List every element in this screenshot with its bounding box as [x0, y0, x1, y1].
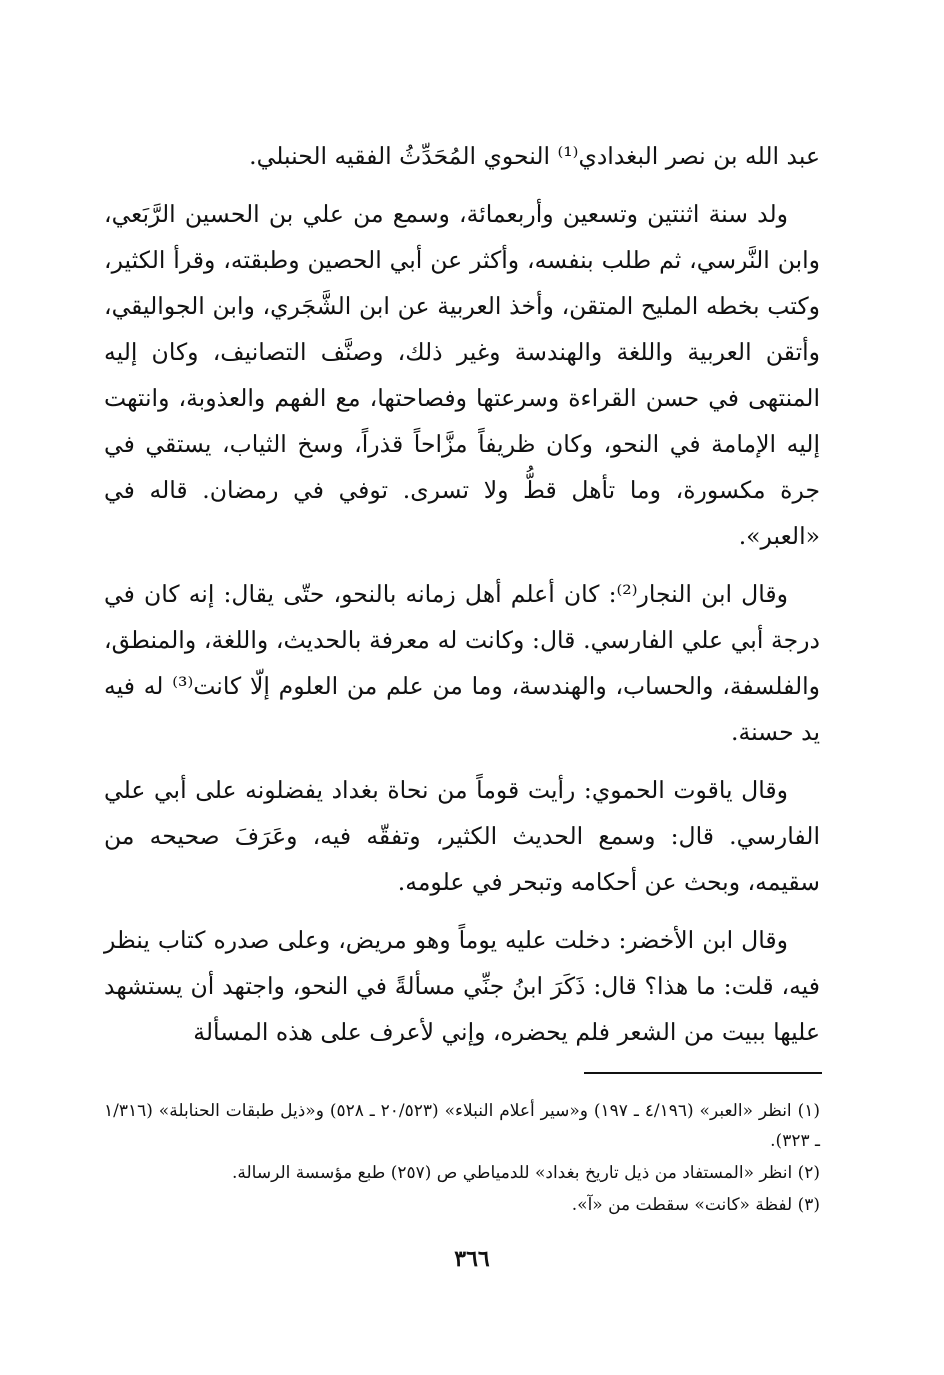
- paragraph-2: ولد سنة اثنتين وتسعين وأربعمائة، وسمع من علي بن الحسين الرَّبَعي، وابن النَّرسي، ثم طلب بنفسه، وأكثر عن أبي الحصين وطبقته، وقرأ الكثير، وكتب بخطه المليح المتقن، وأخذ العربية عن ابن الشَّجَري، وابن الجواليقي، وأتقن العربية واللغة والهندسة وغير ذلك، وصنَّف التصانيف، وكان إليه المنتهى في حسن القراءة وسرعتها وفصاحتها، مع الفهم والعذوبة، وانتهت إليه الإمامة في النحو، وكان ظريفاً مزَّاحاً قذراً، وسخ الثياب، يستقي في جرة مكسورة، وما تأهل قطُّ ولا تسرى. توفي في رمضان. قاله في «العبر».: [104, 200, 820, 550]
- footnote-1: (١) انظر «العبر» (٤/١٩٦ ـ ١٩٧) و«سير أعلام النبلاء» (٢٠/٥٢٣ ـ ٥٢٨) و«ذيل طبقات الحنابلة» (١/٣١٦ ـ ٣٢٣).: [104, 1101, 820, 1151]
- main-text: [104, 133, 820, 1067]
- footnote-2: (٢) انظر «المستفاد من ذيل تاريخ بغداد» للدمياطي ص (٢٥٧) طبع مؤسسة الرسالة.: [231, 1163, 820, 1183]
- paragraph-1: عبد الله بن نصر البغدادي⁽¹⁾ النحوي المُحَدِّثُ الفقيه الحنبلي.: [249, 142, 820, 170]
- footnote-3: (٣) لفظة «كانت» سقطت من «آ».: [571, 1195, 820, 1215]
- paragraph-5: وقال ابن الأخضر: دخلت عليه يوماً وهو مريض، وعلى صدره كتاب ينظر فيه، قلت: ما هذا؟ قال: ذَكَرَ ابنُ جنِّي مسألةً في النحو، واجتهد أن يستشهد عليها ببيت من الشعر فلم يحضره، وإني لأعرف على هذه المسألة: [104, 926, 820, 1046]
- footnotes: [104, 1096, 820, 1222]
- footnote-divider: [584, 1072, 822, 1074]
- paragraph-3: وقال ابن النجار⁽²⁾: كان أعلم أهل زمانه بالنحو، حتّى يقال: إنه كان في درجة أبي علي الفارسي. قال: وكانت له معرفة بالحديث، واللغة، والمنطق، والفلسفة، والحساب، والهندسة، وما من علم من العلوم إلّا كانت⁽³⁾ له فيه يد حسنة.: [104, 580, 820, 746]
- paragraph-4: وقال ياقوت الحموي: رأيت قوماً من نحاة بغداد يفضلونه على أبي علي الفارسي. قال: وسمع الحديث الكثير، وتفقّه فيه، وعَرَفَ صحيحه من سقيمه، وبحث عن أحكامه وتبحر في علومه.: [104, 776, 820, 896]
- page-number: ٣٦٦: [454, 1246, 490, 1272]
